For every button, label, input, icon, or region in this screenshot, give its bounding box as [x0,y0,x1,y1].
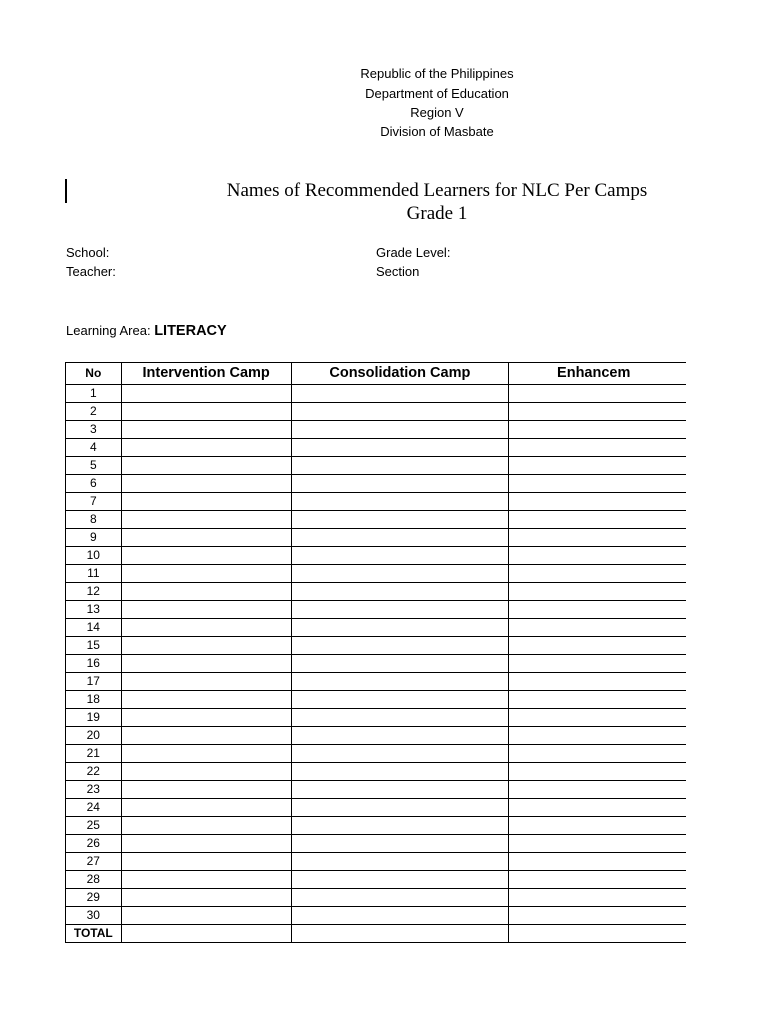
row-number: 17 [66,673,122,691]
row-number: 15 [66,637,122,655]
table-row [66,835,687,853]
table-row [66,745,687,763]
row-number: 14 [66,619,122,637]
school-label: School: [66,245,110,260]
intervention-cell[interactable] [121,439,291,457]
enhancement-cell[interactable] [509,871,686,889]
intervention-cell[interactable] [121,619,291,637]
row-number: 1 [66,385,122,403]
table-row [66,547,687,565]
consolidation-cell[interactable] [291,727,508,745]
row-number: 25 [66,817,122,835]
intervention-cell[interactable] [121,799,291,817]
row-number: 30 [66,907,122,925]
enhancement-cell[interactable] [509,511,686,529]
table-row [66,511,687,529]
consolidation-cell[interactable] [291,871,508,889]
row-number: 12 [66,583,122,601]
row-number: 3 [66,421,122,439]
row-number: 29 [66,889,122,907]
consolidation-cell[interactable] [291,493,508,511]
row-number: 23 [66,781,122,799]
row-number: 27 [66,853,122,871]
table-row [66,853,687,871]
intervention-cell[interactable] [121,421,291,439]
row-number: 4 [66,439,122,457]
intervention-cell[interactable] [121,727,291,745]
row-number: 20 [66,727,122,745]
enhancement-cell[interactable] [509,763,686,781]
intervention-cell[interactable] [121,817,291,835]
header-enhancement-camp: Enhancem [509,363,686,385]
row-number: 7 [66,493,122,511]
total-intervention-cell[interactable] [121,925,291,943]
table-row [66,799,687,817]
total-consolidation-cell[interactable] [291,925,508,943]
intervention-cell[interactable] [121,709,291,727]
enhancement-cell[interactable] [509,727,686,745]
row-number: 28 [66,871,122,889]
consolidation-cell[interactable] [291,601,508,619]
table-row [66,583,687,601]
consolidation-cell[interactable] [291,781,508,799]
intervention-cell[interactable] [121,565,291,583]
header-consolidation-camp: Consolidation Camp [291,363,508,385]
row-number: 8 [66,511,122,529]
intervention-cell[interactable] [121,745,291,763]
intervention-cell[interactable] [121,457,291,475]
intervention-cell[interactable] [121,385,291,403]
consolidation-cell[interactable] [291,835,508,853]
intervention-cell[interactable] [121,493,291,511]
intervention-cell[interactable] [121,475,291,493]
consolidation-cell[interactable] [291,547,508,565]
row-number: 11 [66,565,122,583]
intervention-cell[interactable] [121,601,291,619]
intervention-cell[interactable] [121,547,291,565]
consolidation-cell[interactable] [291,511,508,529]
row-number: 22 [66,763,122,781]
row-number: 19 [66,709,122,727]
table-row [66,889,687,907]
row-number: 26 [66,835,122,853]
consolidation-cell[interactable] [291,619,508,637]
intervention-cell[interactable] [121,835,291,853]
learners-table [65,362,686,943]
enhancement-cell[interactable] [509,673,686,691]
table-row [66,781,687,799]
header-republic: Republic of the Philippines [360,66,514,81]
total-label: TOTAL [66,925,122,943]
intervention-cell[interactable] [121,673,291,691]
header-no: No [66,363,122,385]
enhancement-cell[interactable] [509,835,686,853]
consolidation-cell[interactable] [291,709,508,727]
enhancement-cell[interactable] [509,853,686,871]
enhancement-cell[interactable] [509,493,686,511]
table-row [66,817,687,835]
consolidation-cell[interactable] [291,475,508,493]
consolidation-cell[interactable] [291,853,508,871]
consolidation-cell[interactable] [291,799,508,817]
enhancement-cell[interactable] [509,889,686,907]
consolidation-cell[interactable] [291,637,508,655]
learning-area-label: Learning Area: [66,323,155,338]
enhancement-cell[interactable] [509,619,686,637]
enhancement-cell[interactable] [509,799,686,817]
consolidation-cell[interactable] [291,817,508,835]
row-number: 2 [66,403,122,421]
enhancement-cell[interactable] [509,439,686,457]
row-number: 10 [66,547,122,565]
intervention-cell[interactable] [121,655,291,673]
row-number: 24 [66,799,122,817]
consolidation-cell[interactable] [291,745,508,763]
enhancement-cell[interactable] [509,709,686,727]
teacher-label: Teacher: [66,264,116,279]
table-row [66,457,687,475]
intervention-cell[interactable] [121,889,291,907]
enhancement-cell[interactable] [509,421,686,439]
intervention-cell[interactable] [121,907,291,925]
table-row [66,439,687,457]
consolidation-cell[interactable] [291,763,508,781]
enhancement-cell[interactable] [509,601,686,619]
table-row [66,655,687,673]
consolidation-cell[interactable] [291,457,508,475]
table-row [66,421,687,439]
enhancement-cell[interactable] [509,691,686,709]
enhancement-cell[interactable] [509,655,686,673]
table-row [66,691,687,709]
row-number: 16 [66,655,122,673]
table-row [66,619,687,637]
intervention-cell[interactable] [121,583,291,601]
row-number: 9 [66,529,122,547]
enhancement-cell[interactable] [509,475,686,493]
row-number: 13 [66,601,122,619]
table-row [66,727,687,745]
enhancement-cell[interactable] [509,817,686,835]
table-header-row [66,363,687,385]
enhancement-cell[interactable] [509,547,686,565]
table-row [66,385,687,403]
consolidation-cell[interactable] [291,691,508,709]
intervention-cell[interactable] [121,781,291,799]
row-number: 18 [66,691,122,709]
total-row [66,925,687,943]
enhancement-cell[interactable] [509,403,686,421]
page-subtitle: Grade 1 [406,203,468,224]
intervention-cell[interactable] [121,763,291,781]
table-row [66,871,687,889]
intervention-cell[interactable] [121,691,291,709]
consolidation-cell[interactable] [291,403,508,421]
consolidation-cell[interactable] [291,565,508,583]
consolidation-cell[interactable] [291,439,508,457]
row-number: 5 [66,457,122,475]
row-number: 21 [66,745,122,763]
consolidation-cell[interactable] [291,529,508,547]
table-row [66,403,687,421]
grade-level-label: Grade Level: [376,245,451,260]
enhancement-cell[interactable] [509,529,686,547]
table-row [66,475,687,493]
learning-area-value: LITERACY [154,323,227,339]
enhancement-cell[interactable] [509,583,686,601]
page-title: Names of Recommended Learners for NLC Per Camps [226,180,648,201]
header-division: Division of Masbate [380,124,494,139]
intervention-cell[interactable] [121,403,291,421]
table-row [66,637,687,655]
intervention-cell[interactable] [121,871,291,889]
enhancement-cell[interactable] [509,745,686,763]
header-region: Region V [410,105,464,120]
table-row [66,907,687,925]
consolidation-cell[interactable] [291,907,508,925]
intervention-cell[interactable] [121,637,291,655]
enhancement-cell[interactable] [509,385,686,403]
table-row [66,763,687,781]
table-row [66,565,687,583]
total-enhancement-cell[interactable] [509,925,686,943]
row-number: 6 [66,475,122,493]
table-row [66,493,687,511]
intervention-cell[interactable] [121,853,291,871]
consolidation-cell[interactable] [291,421,508,439]
enhancement-cell[interactable] [509,457,686,475]
header-intervention-camp: Intervention Camp [121,363,291,385]
consolidation-cell[interactable] [291,583,508,601]
section-label: Section [376,264,420,279]
table-row [66,529,687,547]
header-department: Department of Education [365,86,509,101]
table-row [66,601,687,619]
consolidation-cell[interactable] [291,385,508,403]
intervention-cell[interactable] [121,529,291,547]
enhancement-cell[interactable] [509,565,686,583]
consolidation-cell[interactable] [291,889,508,907]
enhancement-cell[interactable] [509,637,686,655]
consolidation-cell[interactable] [291,655,508,673]
consolidation-cell[interactable] [291,673,508,691]
table-row [66,709,687,727]
table-row [66,673,687,691]
enhancement-cell[interactable] [509,907,686,925]
enhancement-cell[interactable] [509,781,686,799]
intervention-cell[interactable] [121,511,291,529]
